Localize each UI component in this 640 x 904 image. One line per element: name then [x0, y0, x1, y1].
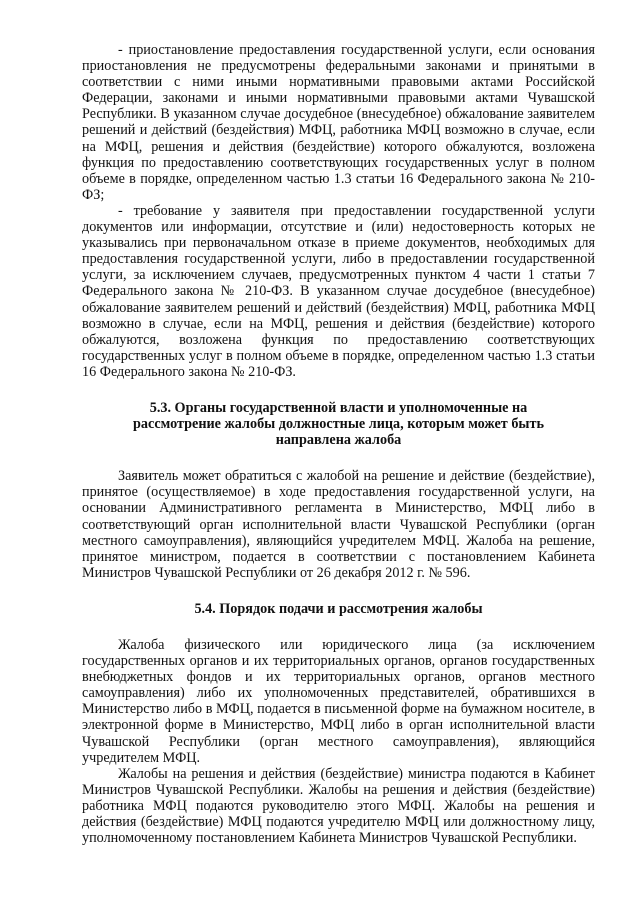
section-5-3-heading-line-1: 5.3. Органы государственной власти и уполномоченные на — [149, 399, 528, 416]
section-5-4-heading: 5.4. Порядок подачи и рассмотрения жалобы — [194, 600, 483, 617]
section-5-3-heading — [82, 400, 595, 448]
paragraph-suspension-clause: - приостановление предоставления государственной услуги, если основания приостановления не предусмотрены федеральными законами и принятыми в соответствии с ними иными нормативными правовыми актами Российской Федерации, законами и иными нормативными правовыми актами Чувашской Республики. В указанном случае досудебное (внесудебное) обжалование заявителем решений и действий (бездействия) МФЦ, работника МФЦ возможно в случае, если на МФЦ, решения и действия (бездействие) которого обжалуются, возложена функция по предоставлению соответствующих государственных услуг в полном объеме в порядке, определенном частью 1.3 статьи 16 Федерального закона № 210-ФЗ; — [82, 42, 595, 203]
section-5-4-paragraph-2: Жалобы на решения и действия (бездействие) министра подаются в Кабинет Министров Чувашской Республики. Жалобы на решения и действия (бездействие) работника МФЦ подаются руководителю этого МФЦ. Жалобы на решения и действия (бездействие) МФЦ подаются учредителю МФЦ или должностному лицу, уполномоченному постановлением Кабинета Министров Чувашской Республики. — [82, 765, 595, 847]
paragraph-document-requirement-clause: - требование у заявителя при предоставлении государственной услуги документов или информации, отсутствие и (или) недостоверность которых не указывались при первоначальном отказе в приеме документов, необходимых для предоставления государственной услуги, либо в предоставлении государственной услуги, за исключением случаев, предусмотренных пунктом 4 части 1 статьи 7 Федерального закона № 210-ФЗ. В указанном случае досудебное (внесудебное) обжалование заявителем решений и действий (бездействия) МФЦ, работника МФЦ возможно в случае, если на МФЦ, решения и действия (бездействие) которого обжалуются, возложена функция по предоставлению соответствующих государственных услуг в полном объеме в порядке, определенном частью 1.3 статьи 16 Федерального закона № 210-ФЗ. — [82, 202, 595, 380]
section-5-4-paragraph-1: Жалоба физического или юридического лица (за исключением государственных органов и их территориальных органов, органов государственных внебюджетных фондов и их территориальных органов, органов местного самоуправления) либо их уполномоченных представителей, обратившихся в Министерство либо в МФЦ, подается в письменной форме на бумажном носителе, в электронной форме в Министерство, МФЦ либо в орган исполнительной власти Чувашской Республики (орган местного самоуправления), являющийся учредителем МФЦ. — [82, 637, 595, 766]
section-5-3-heading-line-3: направлена жалоба — [275, 432, 402, 449]
section-5-3-heading-line-2: рассмотрение жалобы должностные лица, которым может быть — [133, 416, 544, 433]
section-5-3-paragraph: Заявитель может обратиться с жалобой на решение и действие (бездействие), принятое (осуществляемое) в ходе предоставления государственной услуги, на основании Административного регламента в Министерство, МФЦ либо в соответствующий орган исполнительной власти Чувашской Республики (орган местного самоуправления), являющийся учредителем МФЦ. Жалоба на решение, принятое министром, подается в соответствии с постановлением Кабинета Министров Чувашской Республики от 26 декабря 2012 г. № 596. — [82, 468, 595, 581]
